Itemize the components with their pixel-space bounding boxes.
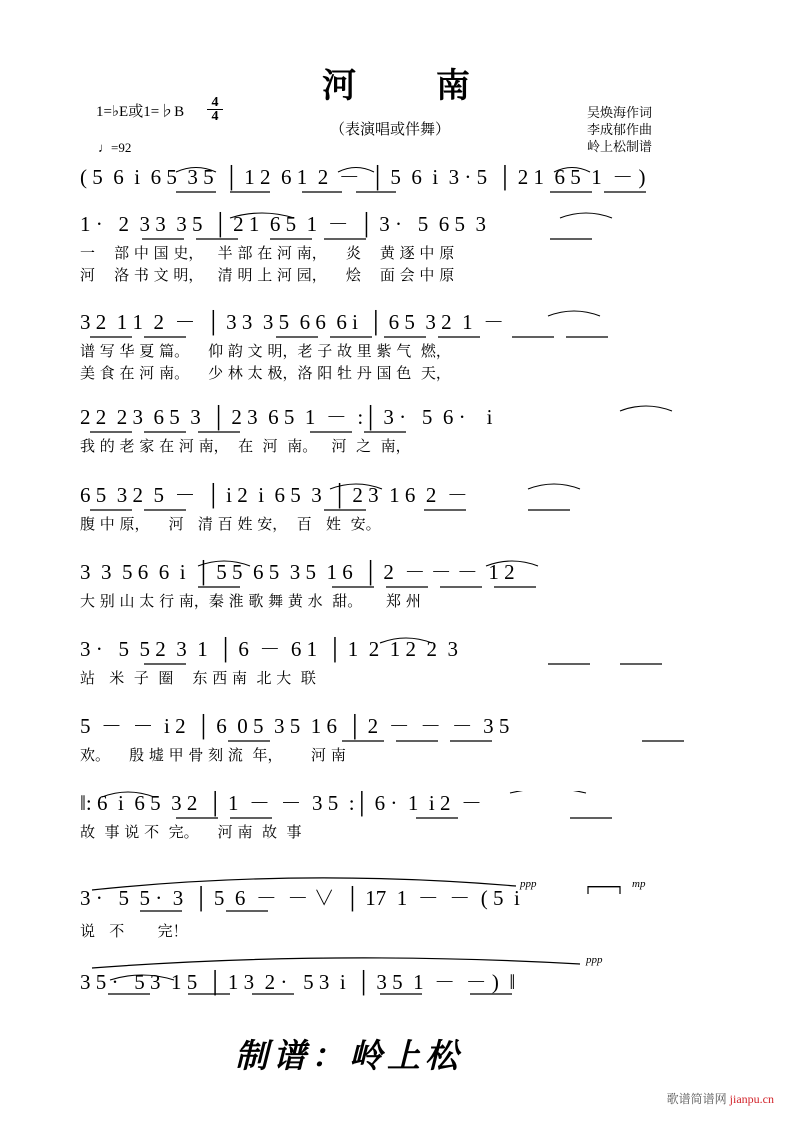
notes-text-4: 6 5 3 2 5 － │ i 2 i 6 5 3 │ 2 3 1 6 2 － — [80, 483, 468, 507]
system-5 — [80, 560, 716, 612]
beam-slur-layer — [80, 310, 716, 340]
lyrics-row — [80, 435, 716, 457]
beam-slur-layer — [80, 791, 716, 821]
notes-row — [80, 872, 716, 914]
system-intro — [80, 165, 716, 195]
beam-slur-layer — [80, 637, 716, 667]
dynamic-ppp-left: ppp — [520, 878, 537, 890]
dynamic-ppp-final: ppp — [586, 954, 603, 966]
notes-text-3: 2 2 2 3 6 5 3 │ 2 3 6 5 1 － :│ 3 · 5 6 · i — [80, 405, 493, 429]
lyrics-verse-1: 一 部 中 国 史， 半 部 在 河 南， 炎 黄 逐 中 原 — [80, 244, 455, 262]
lyrics-row — [80, 340, 716, 384]
lyrics-row — [80, 242, 716, 286]
lyrics-verse-2: 美 食 在 河 南。 少 林 太 极，洛 阳 牡 丹 国 色 天， — [80, 364, 451, 382]
notes-row — [80, 952, 716, 996]
subtitle: （表演唱或伴舞） — [330, 122, 451, 138]
notes-row — [80, 405, 716, 435]
beam-slur-layer — [80, 405, 716, 435]
notes-text-intro: ( 5 6 i 6 5 3 5 │ 1 2 6 1 2 － │ 5 6 i 3 · 5 │ 2 1 6 5 1 － ) — [80, 165, 646, 189]
lyrics-verse-1: 站 米 子 圈 东 西 南 北 大 联 — [80, 669, 316, 687]
time-signature-numerator: 4 — [211, 95, 219, 110]
notes-row — [80, 637, 716, 667]
notes-row — [80, 483, 716, 513]
lyrics-verse-1: 故 事 说 不 完。 河 南 故 事 — [80, 823, 302, 841]
notes-row — [80, 560, 716, 590]
notes-row — [80, 714, 716, 744]
lyrics-row — [80, 920, 716, 942]
key-signature — [96, 100, 184, 121]
notes-row — [80, 165, 716, 195]
lyrics-row — [80, 744, 716, 766]
system-8 — [80, 791, 716, 843]
notes-text-8: ‖: 6 i 6 5 3 2 │ 1 － － 3 5 :│ 6 · 1 i 2 － — [80, 791, 482, 815]
lyrics-verse-2: 河 洛 书 文 明， 清 明 上 河 园， 烩 面 会 中 原 — [80, 266, 455, 284]
key-signature-text: 1=♭E或1=♭B — [96, 104, 185, 120]
page-title: 河 南 — [322, 66, 504, 106]
lyrics-verse-1: 我 的 老 家 在 河 南， 在 河 南。 河 之 南， — [80, 437, 411, 455]
system-2 — [80, 310, 716, 384]
site-watermark — [667, 1090, 774, 1107]
notes-text-10: 3 5 · 5 3 1 5 │ 1 3 2 · 5 3 i │ 3 5 1 － － ) ‖ — [80, 970, 516, 994]
notes-text-9: 3 · 5 5 · 3 │ 5 6 － － ∨ │ 17 1 － － ( 5 i — [80, 886, 520, 910]
credits — [587, 104, 652, 155]
system-3 — [80, 405, 716, 457]
lyrics-verse-1: 谱 写 华 夏 篇。 仰 韵 文 明，老 子 故 里 紫 气 燃， — [80, 342, 451, 360]
dynamic-mp-right: mp — [632, 878, 646, 890]
notes-row — [80, 212, 716, 242]
notes-text-2: 3 2 1 1 2 － │ 3 3 3 5 6 6 6 i │ 6 5 3 2 1 － — [80, 310, 505, 334]
system-1 — [80, 212, 716, 286]
beam-slur-layer — [80, 560, 716, 590]
system-6 — [80, 637, 716, 689]
notes-row — [80, 791, 716, 821]
beam-slur-layer — [80, 483, 716, 513]
system-7 — [80, 714, 716, 766]
notes-row — [80, 310, 716, 340]
time-signature-denominator: 4 — [207, 109, 223, 123]
notes-text-1: 1 · 2 3 3 3 5 │ 2 1 6 5 1 － │ 3 · 5 6 5 3 — [80, 212, 486, 236]
system-10 — [80, 952, 716, 996]
notes-text-7: 5 － － i 2 │ 6 0 5 3 5 1 6 │ 2 － － － 3 5 — [80, 714, 510, 738]
system-4 — [80, 483, 716, 535]
tempo-marking: ♩=92 — [98, 140, 132, 155]
time-signature — [207, 96, 223, 123]
notes-text-6: 3 · 5 5 2 3 1 │ 6 － 6 1 │ 1 2 1 2 2 3 — [80, 637, 458, 661]
beam-slur-layer — [80, 165, 716, 195]
lyrics-verse-1: 腹 中 原， 河 清 百 姓 安， 百 姓 安。 — [80, 515, 381, 533]
site-name: 歌谱简谱网 — [666, 1092, 730, 1106]
lyrics-row — [80, 513, 716, 535]
credit-arranger: 岭上松制谱 — [586, 139, 652, 154]
beam-slur-layer — [80, 212, 716, 242]
lyrics-row — [80, 667, 716, 689]
system-9 — [80, 872, 716, 942]
arranger-signature: 制谱：岭上松 — [235, 1036, 463, 1075]
credit-lyricist: 吴焕海作词 — [586, 105, 652, 120]
notes-text-5: 3 3 5 6 6 i │ 5 5 6 5 3 5 1 6 │ 2 － － － 1 2 — [80, 560, 515, 584]
site-url: jianpu.cn — [729, 1092, 774, 1106]
lyrics-verse-1: 欢。 殷 墟 甲 骨 刻 流 年， 河 南 — [80, 746, 346, 764]
credit-composer: 李成郁作曲 — [586, 122, 652, 137]
lyrics-row — [80, 821, 716, 843]
lyrics-verse-1: 说 不 完！ — [80, 922, 188, 940]
lyrics-row — [80, 590, 716, 612]
lyrics-verse-1: 大 别 山 太 行 南，秦 淮 歌 舞 黄 水 甜。 郑 州 — [80, 592, 421, 610]
beam-slur-layer — [80, 714, 716, 744]
